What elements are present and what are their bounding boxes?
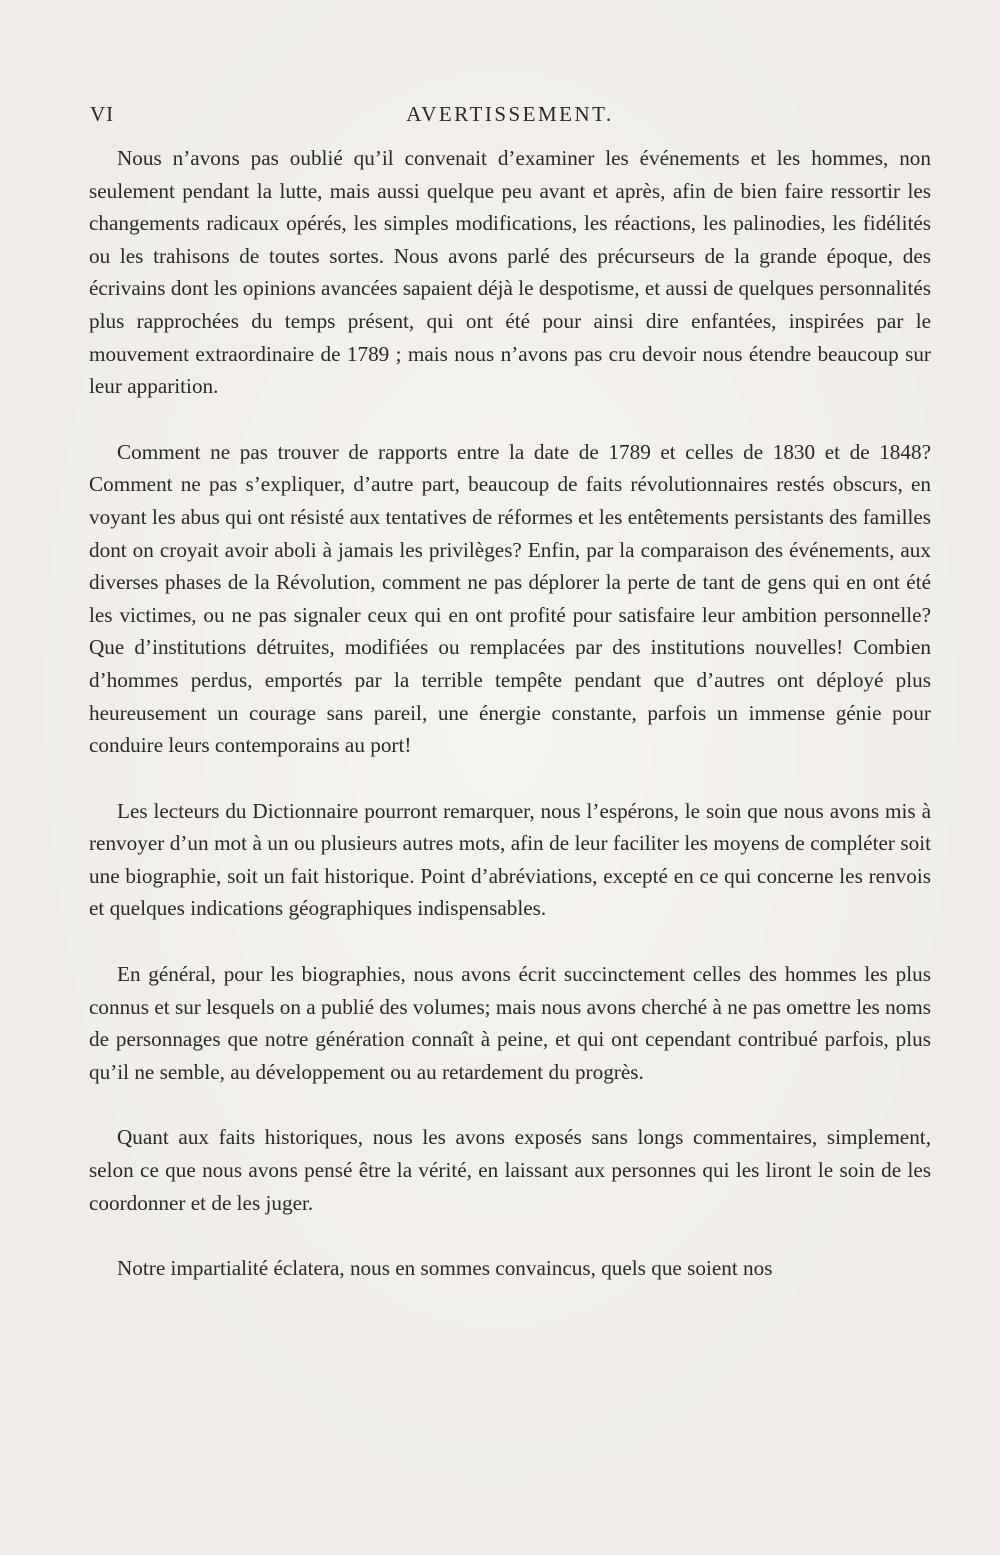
paragraph: Les lecteurs du Dictionnaire pourront remarquer, nous l’espérons, le soin que nous avons mis à renvoyer d’un mot à un ou plusieurs autres mots, afin de leur faciliter les moyens de compléter soit une biographie, soit un fait historique. Point d’abréviations, excepté en ce qui concerne les renvois et quelques indications géographiques indispensables.: [89, 798, 931, 921]
paragraph: En général, pour les biographies, nous avons écrit succinctement celles des hommes les plus connus et sur lesquels on a publié des volumes; mais nous avons cherché à ne pas omettre les noms de personnages que notre génération connaît à peine, et qui ont cependant contribué parfois, plus qu’il ne semble, au développement ou au retardement du progrès.: [89, 962, 931, 1084]
paragraph: Notre impartialité éclatera, nous en sommes convaincus, quels que soient nos: [117, 1256, 773, 1281]
paragraph: Quant aux faits historiques, nous les avons exposés sans longs commentaires, simplement, selon ce que nous avons pensé être la vérité, en laissant aux personnes qui les liront le soin de les coordonner et de les juger.: [89, 1125, 931, 1215]
running-title: AVERTISSEMENT.: [406, 102, 614, 126]
paragraph: Nous n’avons pas oublié qu’il convenait d’examiner les événements et les hommes, non seulement pendant la lutte, mais aussi quelque peu avant et après, afin de bien faire ressortir les changements radicaux opérés, les simples modifications, les réactions, les palinodies, les fidélités ou les trahisons de toutes sortes. Nous avons parlé des précurseurs de la grande époque, des écrivains dont les opinions avancées sapaient déjà le despotisme, et aussi de quelques personnalités plus rapprochées du temps présent, qui ont été pour ainsi dire enfantées, inspirées par le mouvement extraordinaire de 1789 ; mais nous n’avons pas cru devoir nous étendre beaucoup sur leur apparition.: [89, 146, 931, 399]
page-number: VI: [90, 102, 115, 126]
paragraph: Comment ne pas trouver de rapports entre la date de 1789 et celles de 1830 et de 1848? Comment ne pas s’expliquer, d’autre part, beaucoup de faits révolutionnaires restés obscurs, en voyant les abus qui ont résisté aux tentatives de réformes et les entêtements persistants des familles dont on croyait avoir aboli à jamais les privilèges? Enfin, par la comparaison des événements, aux diverses phases de la Révolution, comment ne pas déplorer la perte de tant de gens qui en ont été les victimes, ou ne pas signaler ceux qui en ont profité pour satisfaire leur ambition personnelle? Que d’institutions détruites, modifiées ou remplacées par des institutions nouvelles! Combien d’hommes perdus, emportés par la terrible tempête pendant que d’autres ont déployé plus heureusement un courage sans pareil, une énergie constante, parfois un immense génie pour conduire leurs contemporains au port!: [89, 439, 931, 758]
page-header: [90, 102, 930, 132]
body-text: [89, 142, 931, 1285]
